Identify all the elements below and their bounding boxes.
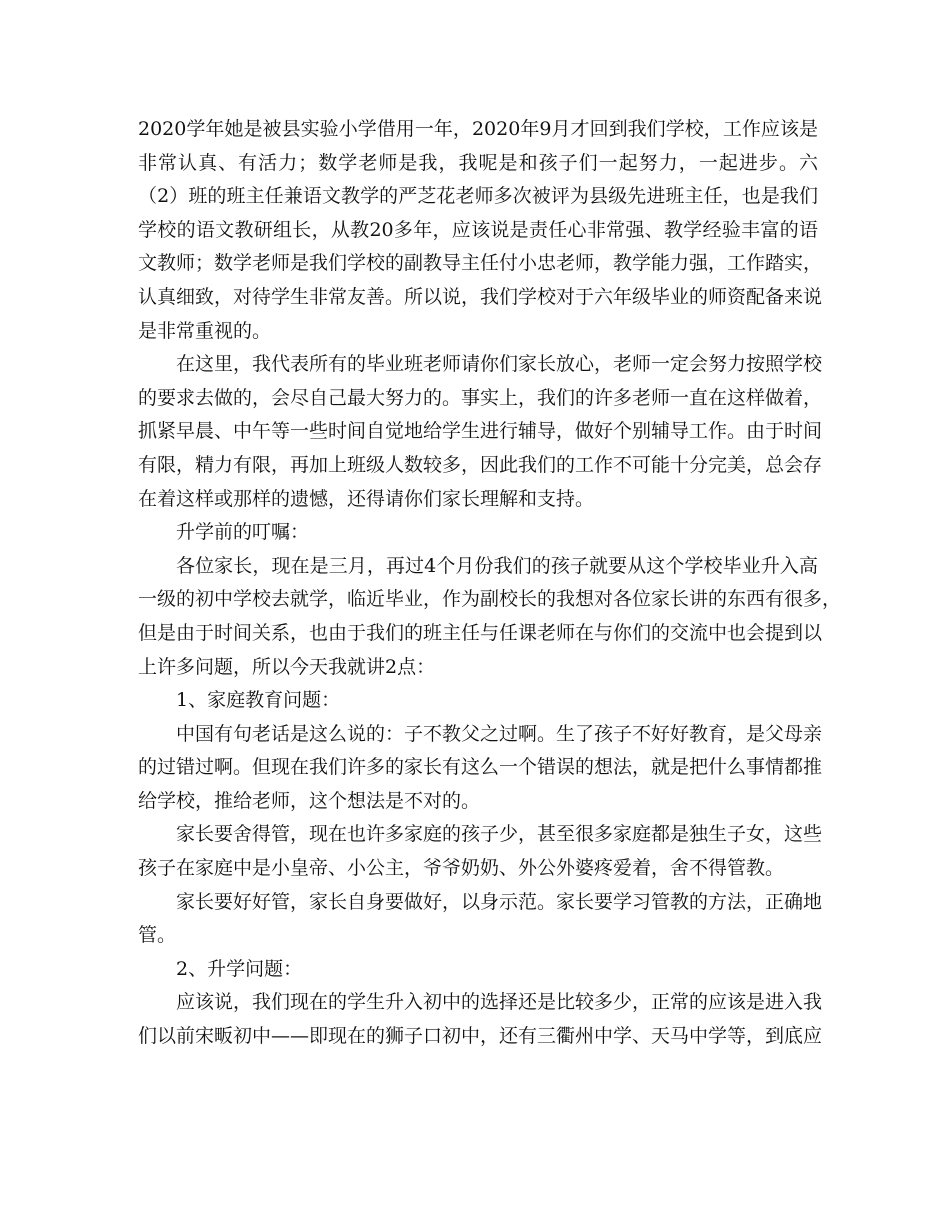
section-heading: 2、升学问题： [176,957,303,980]
text-line: 孩子在家庭中是小皇帝、小公主，爷爷奶奶、外公外婆疼爱着，舍不得管教。 [138,857,785,880]
text-line: 们以前宋畈初中——即现在的狮子口初中，还有三衢州中学、天马中学等，到底应 [138,1025,823,1048]
body-text [138,113,842,1054]
text-line: 一级的初中学校去就学，临近毕业，作为副校长的我想对各位家长讲的东西有很多， [138,588,842,611]
text-line: （2）班的班主任兼语文教学的严芝花老师多次被评为县级先进班主任，也是我们 [138,185,818,208]
text-line: 是非常重视的。 [138,319,272,342]
text-line: 的要求去做的，会尽自己最大努力的。事实上，我们的许多老师一直在这样做着， [138,386,823,409]
text-line: 上许多问题，所以今天我就讲2点： [138,655,436,678]
text-line: 学校的语文教研组长，从教20多年，应该说是责任心非常强、教学经验丰富的语 [138,218,818,241]
text-line: 2020学年她是被县实验小学借用一年，2020年9月才回到我们学校，工作应该是 [138,118,818,140]
paragraph-start-line: 应该说，我们现在的学生升入初中的选择还是比较多少，正常的应该是进入我 [176,991,823,1014]
paragraph-start-line: 家长要舍得管，现在也许多家庭的孩子少，甚至很多家庭都是独生子女，这些 [176,823,823,846]
text-line: 认真细致，对待学生非常友善。所以说，我们学校对于六年级毕业的师资配备来说 [138,285,823,308]
section-heading: 升学前的叮嘱： [176,521,310,544]
text-line: 的过错过啊。但现在我们许多的家长有这么一个错误的想法，就是把什么事情都推 [138,756,823,779]
text-line: 管。 [138,924,177,947]
section-heading: 1、家庭教育问题： [176,689,341,712]
text-line: 但是由于时间关系，也由于我们的班主任与任课老师在与你们的交流中也会提到以 [138,621,823,644]
text-line: 有限，精力有限，再加上班级人数较多，因此我们的工作不可能十分完美，总会存 [138,453,823,476]
text-line: 给学校，推给老师，这个想法是不对的。 [138,789,481,812]
paragraph-start-line: 家长要好好管，家长自身要做好，以身示范。家长要学习管教的方法，正确地 [176,890,823,913]
paragraph-start-line: 各位家长，现在是三月，再过4个月份我们的孩子就要从这个学校毕业升入高 [176,554,818,577]
paragraph-start-line: 中国有句老话是这么说的：子不教父之过啊。生了孩子不好好教育，是父母亲 [176,722,823,745]
paragraph-start-line: 在这里，我代表所有的毕业班老师请你们家长放心，老师一定会努力按照学校 [176,353,823,376]
text-line: 文教师；数学老师是我们学校的副教导主任付小忠老师，教学能力强，工作踏实， [138,252,823,275]
text-line: 抓紧早晨、中午等一些时间自觉地给学生进行辅导，做好个别辅导工作。由于时间 [138,420,823,443]
text-line: 在着这样或那样的遗憾，还得请你们家长理解和支持。 [138,487,595,510]
text-line: 非常认真、有活力；数学老师是我，我呢是和孩子们一起努力，一起进步。六 [138,151,818,174]
